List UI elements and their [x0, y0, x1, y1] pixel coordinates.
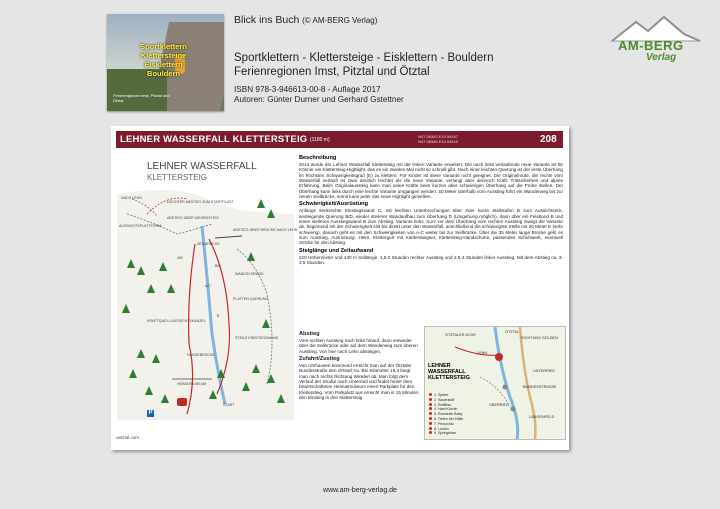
map-subtitle: KLETTERSTEIG [147, 173, 208, 182]
legend-text: 3. Rotflüss [434, 402, 451, 407]
section-heading: Zufahrt/Zustieg [299, 356, 340, 363]
tree-icon [257, 199, 265, 208]
isbn-line: ISBN 978-3-946613-00-8 - Auflage 2017 [234, 85, 381, 94]
map-label: A/B [177, 256, 183, 260]
book-title-block [234, 51, 494, 79]
legend-marker [429, 403, 432, 406]
book-page [111, 126, 569, 450]
coordinate-1: N47.08342 E10.94547 [418, 134, 459, 139]
tree-icon [137, 266, 145, 275]
legend-marker [429, 427, 432, 430]
cover-line-2: Klettersteige [140, 51, 187, 60]
coordinate-2: N47.08346 E10.94610 [418, 139, 459, 144]
tree-icon [122, 304, 130, 313]
route-coordinates [418, 134, 458, 144]
museum-icon [177, 398, 187, 406]
section-heading: Schwierigkeit/Ausrüstung [299, 201, 369, 208]
route-title: LEHNER WASSERFALL KLETTERSTEIG [120, 134, 308, 145]
overview-map [424, 326, 566, 440]
section-text: Von Umhausen kommend erreicht man auf der Ötztaler Bundesstraße den Ortsteil Au. Bei Kilometer 19,4 biegt man nach rechts Richtung Winklen ab. Man folgt dem Verlauf der Straße nach Unterried und findet hinter dem bewirtschafteten Heimatmuseum einen Parkplatz für den Klettersteig. Vom Parkplatz aus erreicht man in 15 Minuten den Einstieg in den Klettersteig. [299, 363, 419, 401]
map-label: B [217, 314, 220, 318]
overview-place: ÖTZTAL [505, 330, 520, 334]
overview-place: LEHN [477, 351, 488, 355]
tree-icon [262, 319, 270, 328]
publisher-logo[interactable] [606, 14, 706, 64]
map-label: NACH LEHN [121, 196, 142, 200]
section-text: Anfangs senkrechte Einstiegswand C, mit leichten Unterbrechungen über zwei kurze Steilstufen B zum Aussichtseck, ansteigende Querung B/D, wieder steilerer Wandaufbau zum Überhang D (Umgehung möglich), dann über ein Felsband B und einen steileren Ausstiegswand B zum Abstieg. Variante links: Kurz vor dem Überhang vom rechten Ausstieg zweigt die Variante ab, beginnend mit der Schwierigkeit A/B bis direkt unter den Wasserfall, anschließend die schwierigste Stelle mit 20 Meter E (sehr schwierig), danach geht es mit den Schwierigkeiten von A-C weiter bis zur Seilbrücke. Über die 35 Meter lange Brücke geht es zum Ausstieg. Ausrüstung: Helm, Klettergurt mit Klettersteigset, Klettersteig-Handschuhe, passendes Schuhwerk, eventuell Stöcke für den Abstieg. [299, 208, 563, 246]
map-label: AUSSICHTSPLATTFORM [119, 224, 162, 228]
blick-title: Blick ins Buch [234, 14, 300, 26]
tree-icon [152, 354, 160, 363]
legend-text: 4. Hani Köchin [434, 407, 458, 412]
route-title-bar [116, 131, 563, 148]
tree-icon [247, 252, 255, 261]
overview-place: UNTERRIED [533, 369, 556, 373]
map-source: oetztal.com [116, 435, 140, 440]
legend-item [429, 431, 463, 436]
legend-marker [429, 422, 432, 425]
book-subtitle: Ferienregionen Imst, Pitztal und Ötztal [234, 66, 430, 78]
route-altitude: (1180 m) [310, 137, 330, 143]
section-text: 220 Höhenmeter und 430 m Seillänge. 1,5-2 Stunden rechter Ausstieg und 2,5-3 Stunden linker Ausstieg. Mit dem Abstieg ca. 3-3,5 Stunden. [299, 254, 563, 266]
overview-place: LÄNGENFELD [529, 415, 555, 419]
book-title: Sportklettern - Klettersteige - Eisklettern - Bouldern [234, 52, 494, 64]
tree-icon [252, 364, 260, 373]
tree-icon [129, 369, 137, 378]
tree-icon [209, 390, 217, 399]
tree-icon [267, 374, 275, 383]
book-info [234, 85, 404, 105]
legend-marker [429, 412, 432, 415]
legend-text: 1. Spider [434, 393, 449, 397]
legend-text: 9. Springdose [434, 431, 457, 436]
overview-place: RICHTUNG SÖLDEN [521, 336, 558, 340]
blick-heading [234, 14, 377, 26]
map-label: HÄNGEBRÜCKE [187, 353, 215, 357]
route-number: 208 [540, 134, 557, 145]
map-label: LEICHTER ABSTIEG ZUM STARTPLATZ [167, 200, 234, 204]
blick-publisher: (© AM-BERG Verlag) [302, 16, 378, 25]
overview-place: BUNDESSTRASSE [523, 385, 557, 389]
legend-marker [429, 393, 432, 396]
legend-text: 2. Sauerstoff [434, 397, 455, 402]
tree-icon [145, 386, 153, 395]
section-heading: Steiglänge und Zeitaufwand [299, 247, 374, 254]
section-text: 2014 wurde der Lehner Wasserfall Klettersteig mit der linken Variante erweitert. Die nach links verlaufende neue Variante ist für Könner ein Klettersteig-Highlight, das es ein zweites Mal nicht so schnell gibt. Nach einer leichten Querung ist der erste Überhang im höchsten Schwierigkeitsgrad (E) zu klettern. Für Kinder ist diese Variante nicht geeignet. Die Originalroute, die rechts vom Wasserfall verläuft ist zwar deutlich leichter als die neue Variante, verlangt aber dennoch Kraft, Trittsicherheit und alpine Erfahrung. Beim Originalaussteig kann man seine Kräfte beim kurzen aber schwierigen Überhang auf die Probe stellen. Der Überhang kann links durch eine leichte Variante umgangen werden. 50 Meter oberhalb vom Ausstieg führt ein Wanderweg bis zur neuen Seilbrücke, somit kann jeder das neue Highlight genießen. [299, 162, 563, 200]
parking-icon: P [148, 410, 153, 416]
tree-icon [167, 284, 175, 293]
book-cover-image [107, 14, 224, 111]
map-label: PLATTEN QUERUNG [233, 297, 269, 301]
overview-title-line: LEHNER [428, 363, 451, 369]
authors-line: Autoren: Günter Durner und Gerhard Gstettner [234, 95, 404, 104]
tree-icon [161, 394, 169, 403]
map-label: WANDSCHRÄGE [235, 272, 264, 276]
legend-text: 5. Romantic Baby [434, 412, 463, 417]
legend-marker [429, 431, 432, 434]
cover-line-4: Bouldern [147, 69, 180, 78]
legend-text: 7. Pinocchio [434, 421, 454, 426]
map-label: KRAFTQUELL AUSSICHTSKANZEL [147, 319, 206, 323]
section-heading: Abstieg [299, 331, 320, 337]
map-label: A/C [205, 284, 211, 288]
route-description [299, 155, 563, 268]
tree-icon [267, 209, 275, 218]
map-label: SEILBRÜCKE [197, 242, 220, 246]
tree-icon [217, 369, 225, 378]
topo-map [117, 154, 298, 420]
overview-place: OBERRIED [489, 403, 509, 407]
overview-title-line: KLETTERSTEIG [428, 375, 470, 381]
overview-title-line: WASSERFALL [428, 369, 466, 375]
map-label: ABSTIEG ÜBER BRÜCKE NACH LEHN [233, 228, 298, 232]
legend-text: 8. Lovelu [434, 426, 449, 431]
section-text: Vom rechten Ausstieg nach links hinauf, dann entweder über die Seilbrücke oder auf dem Wanderweg zum oberen Ausstieg. Von hier nach Lehn absteigen. [299, 338, 418, 354]
cover-line-1: Sportklettern [140, 42, 187, 51]
map-label: START [223, 403, 235, 407]
access-column [299, 331, 419, 402]
map-label: ABSTIEG ÜBER WEGENSTEIG [167, 216, 219, 220]
tree-icon [277, 394, 285, 403]
logo-sub: Verlag [646, 52, 677, 63]
overview-title [428, 363, 470, 381]
tree-icon [242, 382, 250, 391]
overview-place: ÖTZTALER ACHE [445, 333, 476, 337]
legend-marker [429, 417, 432, 420]
footer-url[interactable]: www.am-berg-verlag.de [323, 487, 397, 494]
tree-icon [127, 259, 135, 268]
tree-icon [159, 262, 167, 271]
tree-icon [147, 284, 155, 293]
overview-legend [429, 393, 463, 436]
legend-marker [429, 398, 432, 401]
legend-marker [429, 407, 432, 410]
cover-small-text: Ferienregionen Imst, Pitztal und Ötztal [113, 93, 170, 103]
cover-line-3: Eisklettern [144, 60, 183, 69]
map-title: LEHNER WASSERFALL [147, 161, 257, 172]
logo-name: AM-BERG [618, 38, 684, 53]
map-label: HEIMATMUSEUM [177, 382, 207, 386]
map-label: B/C [215, 264, 221, 268]
legend-text: 6. Tiefen der Hölle [434, 416, 464, 421]
tree-icon [137, 349, 145, 358]
map-label: STEILE EINSTIEGSWAND [235, 336, 279, 340]
section-heading: Beschreibung [299, 155, 337, 161]
